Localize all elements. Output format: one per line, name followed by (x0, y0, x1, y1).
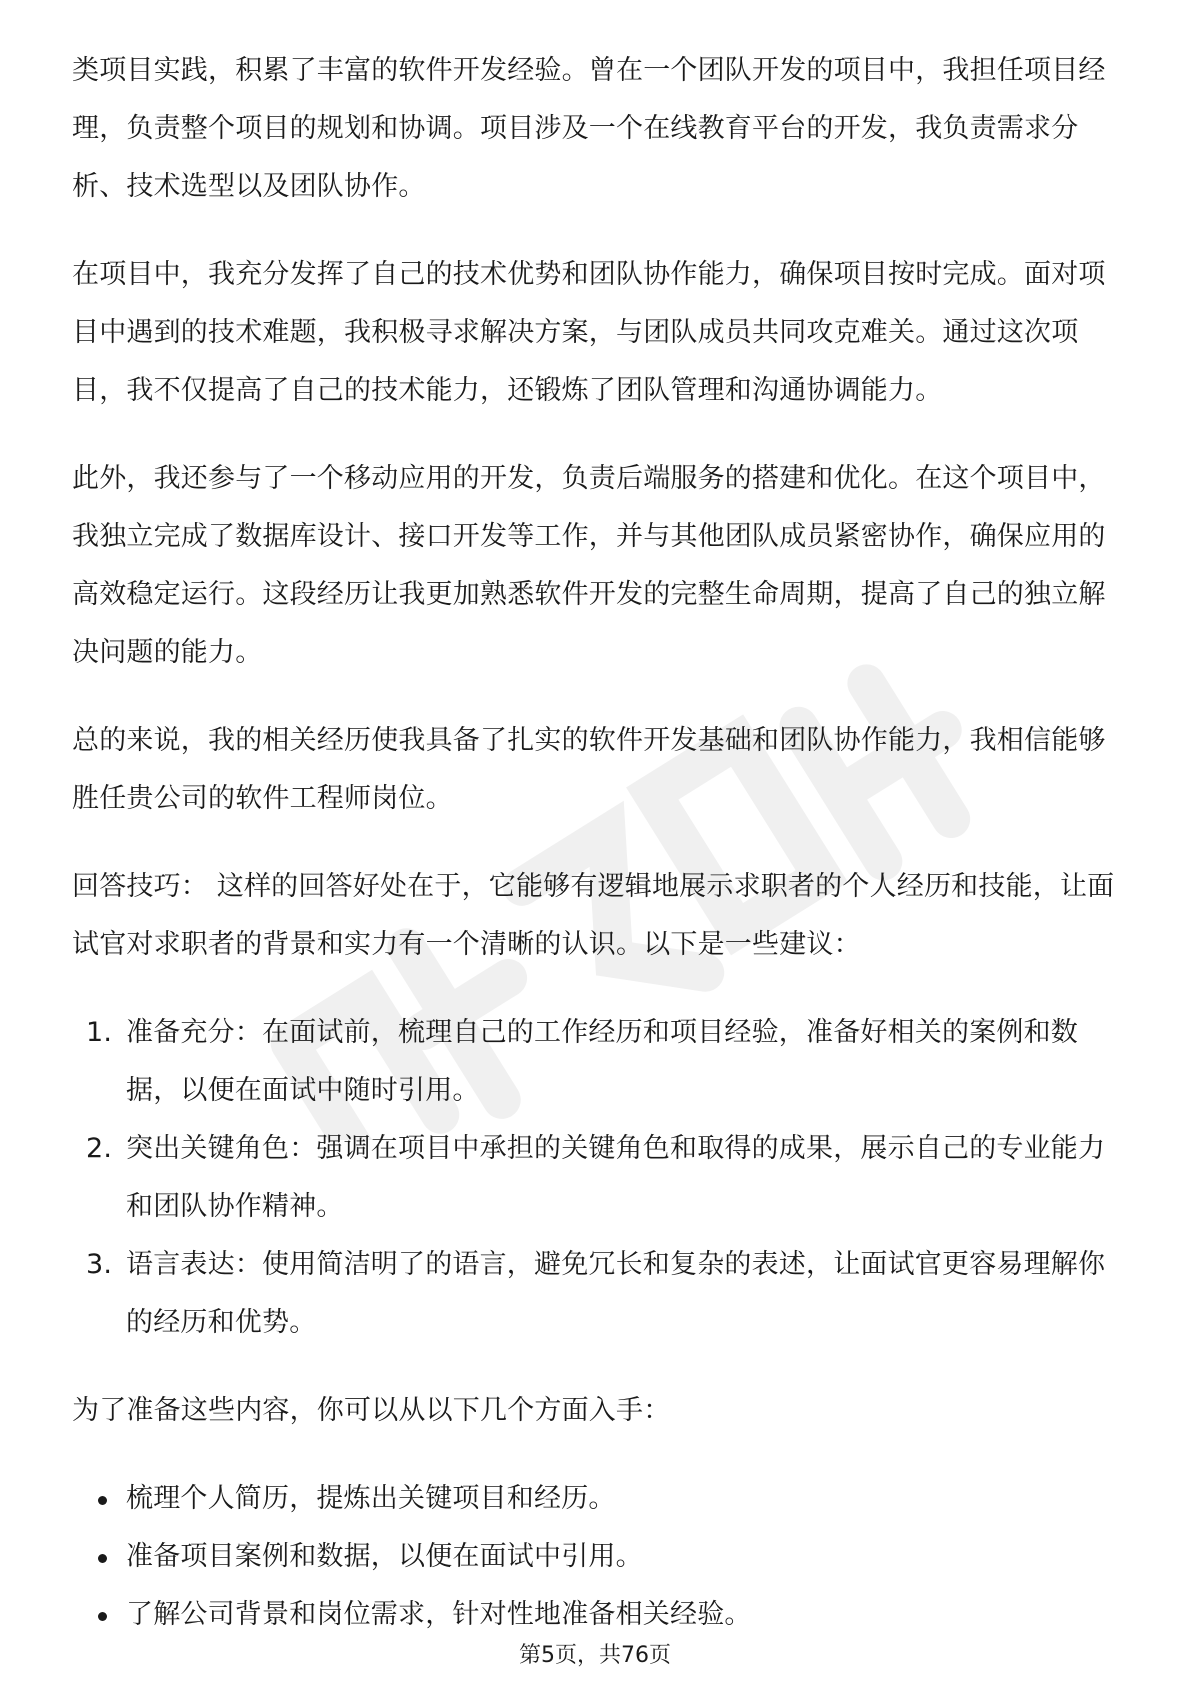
list-item-number: 1. (86, 1017, 113, 1048)
paragraph-project-role: 在项目中，我充分发挥了自己的技术优势和团队协作能力，确保项目按时完成。面对项目中遇到的技术难题，我积极寻求解决方案，与团队成员共同攻克难关。通过这次项目，我不仅提高了自己的技术能力，还锻炼了团队管理和沟通协调能力。 (72, 259, 1106, 406)
list-item-text: 准备项目案例和数据，以便在面试中引用。 (126, 1541, 643, 1572)
paragraph-mobile-app: 此外，我还参与了一个移动应用的开发，负责后端服务的搭建和优化。在这个项目中，我独立完成了数据库设计、接口开发等工作，并与其他团队成员紧密协作，确保应用的高效稳定运行。这段经历让我更加熟悉软件开发的完整生命周期，提高了自己的独立解决问题的能力。 (72, 463, 1106, 668)
list-item-number: 2. (86, 1133, 113, 1164)
list-item (72, 1586, 1120, 1644)
document-body (72, 42, 1120, 1674)
paragraph-preparation: 为了准备这些内容，你可以从以下几个方面入手： (72, 1395, 671, 1426)
list-item (72, 1120, 1120, 1236)
list-item-text: 了解公司背景和岗位需求，针对性地准备相关经验。 (126, 1599, 752, 1630)
list-item-text: 突出关键角色：强调在项目中承担的关键角色和取得的成果，展示自己的专业能力和团队协作精神。 (126, 1133, 1106, 1222)
list-item (72, 1470, 1120, 1528)
list-item-number: 3. (86, 1249, 113, 1280)
bullet-icon (98, 1554, 107, 1563)
page-number-footer: 第5页，共76页 (519, 1643, 671, 1668)
bullet-icon (98, 1612, 107, 1621)
tips-ordered-list (72, 1004, 1120, 1352)
preparation-bullet-list (72, 1470, 1120, 1644)
list-item-text: 梳理个人简历，提炼出关键项目和经历。 (126, 1483, 616, 1514)
paragraph-summary: 总的来说，我的相关经历使我具备了扎实的软件开发基础和团队协作能力，我相信能够胜任贵公司的软件工程师岗位。 (72, 725, 1106, 814)
list-item-text: 准备充分：在面试前，梳理自己的工作经历和项目经验，准备好相关的案例和数据，以便在面试中随时引用。 (126, 1017, 1078, 1106)
bullet-icon (98, 1496, 107, 1505)
list-item (72, 1528, 1120, 1586)
paragraph-experience-intro: 类项目实践，积累了丰富的软件开发经验。曾在一个团队开发的项目中，我担任项目经理，负责整个项目的规划和协调。项目涉及一个在线教育平台的开发，我负责需求分析、技术选型以及团队协作。 (72, 55, 1106, 202)
list-item (72, 1004, 1120, 1120)
list-item (72, 1236, 1120, 1352)
list-item-text: 语言表达：使用简洁明了的语言，避免冗长和复杂的表述，让面试官更容易理解你的经历和优势。 (126, 1249, 1106, 1338)
paragraph-answer-tips: 回答技巧： 这样的回答好处在于，它能够有逻辑地展示求职者的个人经历和技能，让面试官对求职者的背景和实力有一个清晰的认识。以下是一些建议： (72, 871, 1115, 960)
